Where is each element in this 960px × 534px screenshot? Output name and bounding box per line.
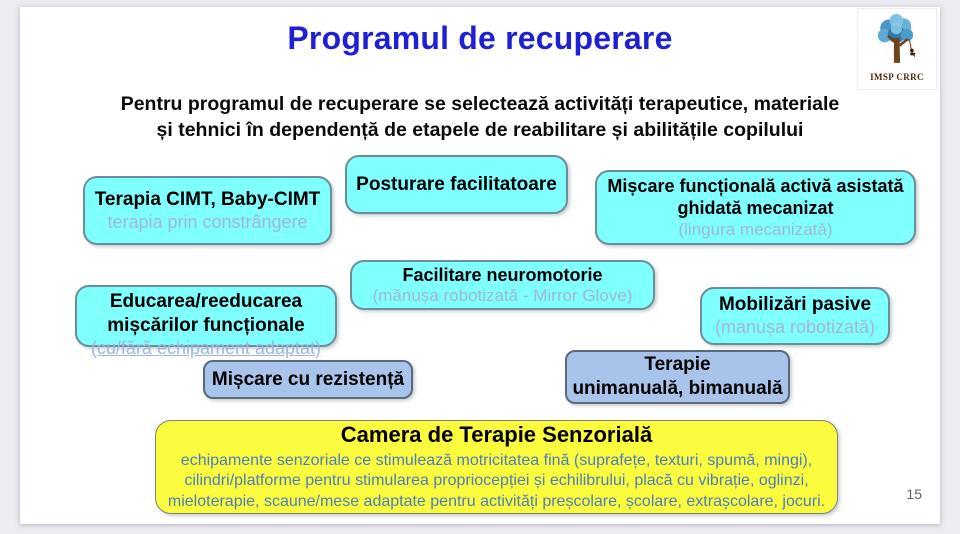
- slide: [20, 7, 940, 524]
- box-title: Mișcare cu rezistență: [211, 368, 405, 390]
- box-title: Camera de Terapie Senzorială: [340, 422, 653, 448]
- box-title: Posturare facilitatoare: [356, 173, 557, 195]
- box-posturare-facilitatoare: [345, 155, 568, 214]
- box-mobilizari-pasive: [700, 287, 890, 345]
- box-miscare-cu-rezistenta: [203, 360, 413, 399]
- box-title: Mobilizări pasive: [718, 294, 872, 316]
- box-subtitle: (lingura mecanizată): [678, 219, 833, 239]
- box-title: Facilitare neuromotorie: [402, 264, 603, 285]
- logo-caption: IMSP CRRC: [870, 72, 924, 82]
- box-body: [168, 451, 825, 513]
- box-educarea-reeducarea: [75, 285, 337, 358]
- intro-line-1: Pentru programul de recuperare se selectează activități terapeutice, materiale: [120, 93, 840, 115]
- box-body-line-2: cilindri/platforme pentru stimularea propriocepției și echilibrului, placă cu vibrație, oglinzi,: [184, 472, 809, 490]
- box-miscare-functionala-asistata: [595, 170, 916, 245]
- box-subtitle: (cu/fără echipament adaptat): [90, 337, 322, 358]
- box-terapia-cimt: [83, 176, 332, 245]
- box-body-line-3: mieloterapie, scaune/mese adaptate pentru activități preșcolare, școlare, extrașcolare, jocuri.: [167, 493, 826, 511]
- page-title: Programul de recuperare: [287, 20, 673, 56]
- box-terapie-unimanuala-bimanuala: [565, 350, 790, 404]
- box-title-line-1: Educarea/reeducarea: [109, 291, 303, 312]
- box-body-line-1: echipamente senzoriale ce stimulează motricitatea fină (suprafețe, texturi, spumă, mingi),: [180, 451, 813, 469]
- box-title-line-2: unimanuală, bimanuală: [572, 378, 783, 399]
- page-number: 15: [906, 486, 922, 502]
- box-title-line-2: mișcărilor funcționale: [107, 314, 305, 336]
- box-subtitle: terapia prin constrângere: [107, 211, 308, 232]
- box-title: Terapia CIMT, Baby-CIMT: [94, 188, 321, 210]
- box-title-line-1: Mișcare funcțională activă asistată: [607, 175, 904, 196]
- box-subtitle: (mănușa robotizată - Mirror Glove): [372, 286, 633, 306]
- box-title-line-1: Terapie: [644, 354, 711, 376]
- intro-line-2: și tehnici în dependență de etapele de reabilitare și abilitățile copilului: [156, 118, 804, 141]
- clinic-logo: [857, 8, 937, 90]
- box-camera-terapie-senzoriala: [155, 420, 838, 514]
- intro-text: [20, 92, 940, 144]
- box-subtitle: (manușa robotizată): [714, 317, 876, 338]
- box-title-line-2: ghidată mecanizat: [677, 198, 834, 219]
- box-facilitare-neuromotorie: [350, 260, 655, 310]
- tree-swing-icon: [866, 12, 928, 74]
